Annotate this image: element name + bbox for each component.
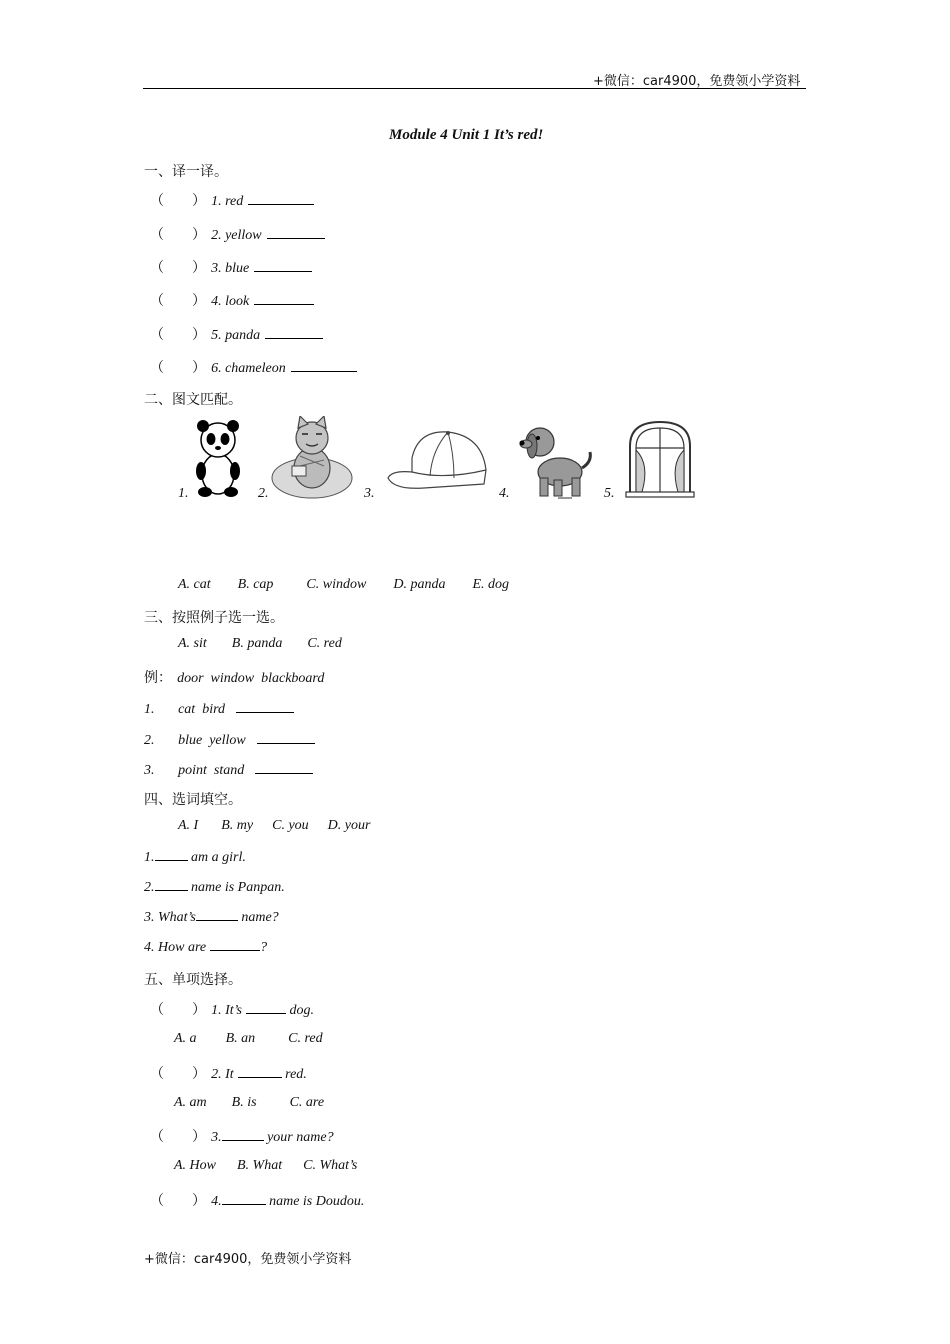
- s5-question-3: [150, 1126, 334, 1146]
- s1-item-2: [150, 224, 325, 244]
- question-suffix: name is Doudou.: [265, 1194, 365, 1209]
- picture-num-2: 2.: [258, 486, 269, 501]
- item-words: point stand: [178, 763, 245, 778]
- item-num: 2.: [144, 733, 155, 748]
- s1-item-6: [150, 357, 357, 377]
- question-prefix: 2. It: [211, 1067, 234, 1082]
- answer-paren: （ ）: [150, 228, 206, 243]
- window-picture: [620, 418, 700, 498]
- question-suffix: dog.: [285, 1003, 314, 1018]
- example-words: door window blackboard: [177, 671, 325, 686]
- answer-blank[interactable]: [291, 359, 357, 372]
- item-prefix: 3. What’s: [144, 910, 196, 925]
- option: B. an: [225, 1031, 256, 1046]
- s1-item-text: 6. chameleon: [211, 361, 286, 376]
- example-label: 例：: [144, 670, 172, 686]
- answer-blank[interactable]: [196, 908, 238, 921]
- item-suffix: ?: [260, 940, 268, 955]
- s5-question-4: [150, 1190, 364, 1210]
- s3-item-3: [144, 759, 313, 779]
- picture-num-5: 5.: [604, 486, 615, 501]
- s3-item-2: [144, 729, 315, 749]
- answer-blank[interactable]: [255, 761, 313, 774]
- item-prefix: 4. How are: [144, 940, 207, 955]
- s2-option: A. cat: [178, 577, 211, 592]
- s2-options: [178, 577, 509, 593]
- header-rule: [143, 88, 806, 89]
- s5-q1-options: [174, 1031, 323, 1047]
- item-words: cat bird: [178, 702, 226, 717]
- answer-paren: （ ）: [150, 1130, 206, 1145]
- answer-paren: （ ）: [150, 361, 206, 376]
- header-note: +微信：car4900，免费领小学资料: [593, 74, 801, 89]
- question-prefix: 4.: [211, 1194, 222, 1209]
- option: A. am: [174, 1095, 207, 1110]
- answer-paren: （ ）: [150, 194, 206, 209]
- answer-paren: （ ）: [150, 1003, 206, 1018]
- s5-question-1: [150, 999, 314, 1019]
- option: C. are: [289, 1095, 325, 1110]
- s1-item-5: [150, 324, 323, 344]
- s2-option: C. window: [306, 577, 367, 592]
- s5-question-2: [150, 1063, 307, 1083]
- picture-num-4: 4.: [499, 486, 510, 501]
- item-prefix: 2.: [144, 880, 155, 895]
- s2-option: B. cap: [237, 577, 274, 592]
- section-1-heading: 一、译一译。: [144, 164, 228, 180]
- question-prefix: 1. It’s: [211, 1003, 242, 1018]
- item-prefix: 1.: [144, 850, 155, 865]
- answer-paren: （ ）: [150, 294, 206, 309]
- footer-note: +微信：car4900，免费领小学资料: [144, 1252, 352, 1267]
- item-suffix: name?: [237, 910, 279, 925]
- item-num: 1.: [144, 702, 155, 717]
- s4-option: C. you: [272, 818, 309, 833]
- s3-option: A. sit: [178, 636, 207, 651]
- s4-option: A. I: [178, 818, 199, 833]
- option: B. is: [231, 1095, 257, 1110]
- option: A. a: [174, 1031, 197, 1046]
- s4-item-4: [144, 938, 267, 956]
- s1-item-1: [150, 190, 314, 210]
- answer-blank[interactable]: [210, 938, 260, 951]
- s1-item-text: 5. panda: [211, 328, 261, 343]
- item-suffix: name is Panpan.: [187, 880, 285, 895]
- option: A. How: [174, 1158, 216, 1173]
- answer-blank[interactable]: [155, 848, 188, 861]
- answer-paren: （ ）: [150, 1067, 206, 1082]
- cap-picture: [384, 428, 492, 498]
- s3-option: B. panda: [231, 636, 283, 651]
- s1-item-text: 4. look: [211, 294, 250, 309]
- answer-blank[interactable]: [236, 700, 294, 713]
- s2-option: D. panda: [393, 577, 446, 592]
- answer-blank[interactable]: [254, 259, 312, 272]
- answer-blank[interactable]: [257, 731, 315, 744]
- answer-blank[interactable]: [238, 1065, 282, 1078]
- answer-blank[interactable]: [248, 192, 314, 205]
- s3-item-1: [144, 698, 294, 718]
- s5-q2-options: [174, 1095, 324, 1111]
- answer-paren: （ ）: [150, 1194, 206, 1209]
- s2-option: E. dog: [472, 577, 510, 592]
- answer-blank[interactable]: [155, 878, 188, 891]
- answer-blank[interactable]: [222, 1192, 266, 1205]
- answer-blank[interactable]: [222, 1128, 264, 1141]
- s1-item-4: [150, 290, 314, 310]
- s3-options: [178, 636, 342, 652]
- page-title: Module 4 Unit 1 It’s red!: [389, 127, 544, 143]
- option: C. What’s: [303, 1158, 358, 1173]
- s1-item-3: [150, 257, 312, 277]
- s3-example: [144, 667, 324, 687]
- s1-item-text: 3. blue: [211, 261, 250, 276]
- dog-picture: [518, 422, 594, 500]
- picture-num-1: 1.: [178, 486, 189, 501]
- s1-item-text: 1. red: [211, 194, 244, 209]
- item-words: blue yellow: [178, 733, 246, 748]
- cat-picture: [270, 416, 354, 500]
- answer-blank[interactable]: [246, 1001, 286, 1014]
- answer-blank[interactable]: [265, 326, 323, 339]
- answer-paren: （ ）: [150, 328, 206, 343]
- s5-q3-options: [174, 1158, 357, 1174]
- item-num: 3.: [144, 763, 155, 778]
- item-suffix: am a girl.: [187, 850, 246, 865]
- section-2-heading: 二、图文匹配。: [144, 392, 242, 408]
- s4-item-1: [144, 848, 246, 866]
- option: B. What: [237, 1158, 283, 1173]
- answer-paren: （ ）: [150, 261, 206, 276]
- section-4-heading: 四、选词填空。: [144, 792, 242, 808]
- s4-options: [178, 818, 370, 834]
- s4-item-3: [144, 908, 279, 926]
- section-3-heading: 三、按照例子选一选。: [144, 610, 284, 626]
- section-5-heading: 五、单项选择。: [144, 972, 242, 988]
- s4-option: D. your: [327, 818, 371, 833]
- question-suffix: red.: [281, 1067, 307, 1082]
- s4-option: B. my: [221, 818, 254, 833]
- question-prefix: 3.: [211, 1130, 222, 1145]
- answer-blank[interactable]: [254, 292, 314, 305]
- option: C. red: [288, 1031, 323, 1046]
- answer-blank[interactable]: [267, 226, 325, 239]
- panda-picture: [190, 416, 246, 498]
- question-suffix: your name?: [263, 1130, 334, 1145]
- picture-num-3: 3.: [364, 486, 375, 501]
- s1-item-text: 2. yellow: [211, 228, 262, 243]
- s3-option: C. red: [307, 636, 342, 651]
- s4-item-2: [144, 878, 285, 896]
